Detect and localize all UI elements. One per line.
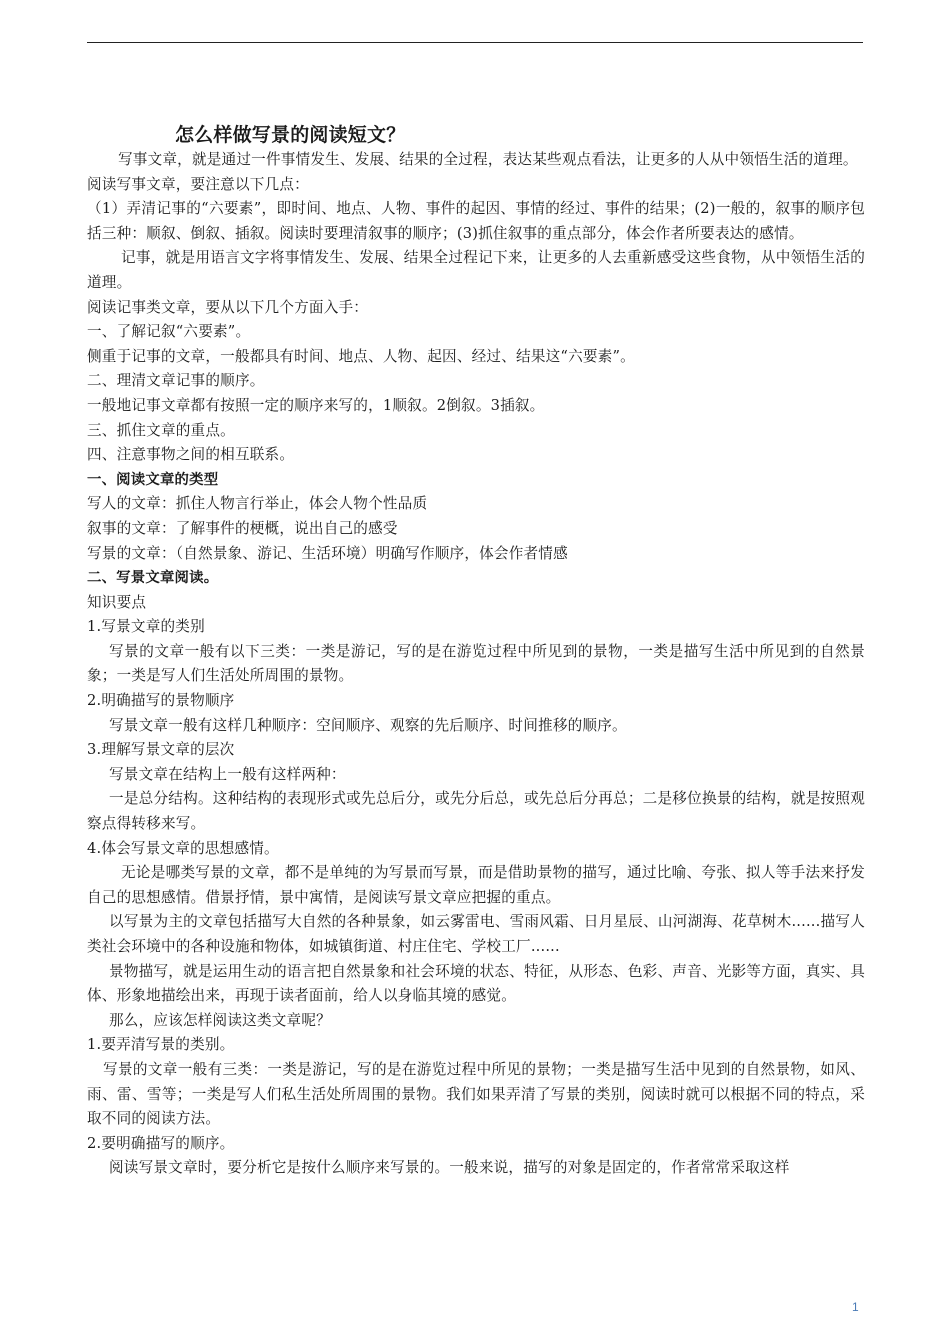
- numbered-heading: 2.明确描写的景物顺序: [87, 692, 235, 710]
- paragraph: 写景的文章一般有三类：一类是游记，写的是在游览过程中所见的景物；一类是描写生活中见到的自然景物，如风、雨、雷、雪等；一类是写人们私生活处所周围的景物。我们如果弄清了写景的类别，阅读时就可以根据不同的特点，采取不同的阅读方法。: [87, 1060, 865, 1128]
- paragraph: 阅读写事文章，要注意以下几点：: [87, 175, 309, 193]
- document-title: 怎么样做写景的阅读短文？: [175, 124, 406, 146]
- numbered-heading: 2.要明确描写的顺序。: [87, 1134, 235, 1152]
- paragraph: 一般地记事文章都有按照一定的顺序来写的，1顺叙。2倒叙。3插叙。: [87, 396, 545, 414]
- header-rule: [87, 42, 863, 43]
- paragraph: 一是总分结构。这种结构的表现形式或先总后分，或先分后总，或先总后分再总；二是移位换景的结构，就是按照观察点得转移来写。: [87, 790, 865, 833]
- paragraph: 写人的文章：抓住人物言行举止，体会人物个性品质: [87, 495, 428, 513]
- numbered-heading: 1.要弄清写景的类别。: [87, 1036, 235, 1054]
- section-heading: 一、阅读文章的类型: [87, 471, 219, 488]
- list-heading: 一、了解记叙“六要素”。: [87, 323, 251, 341]
- list-heading: 二、理清文章记事的顺序。: [87, 372, 265, 390]
- numbered-heading: 3.理解写景文章的层次: [87, 741, 235, 759]
- paragraph: 记事，就是用语言文字将事情发生、发展、结果全过程记下来，让更多的人去重新感受这些食物，从中领悟生活的道理。: [87, 249, 865, 291]
- document-body: [87, 122, 865, 1181]
- paragraph: 写景文章在结构上一般有这样两种：: [109, 765, 346, 783]
- paragraph: 景物描写，就是运用生动的语言把自然景象和社会环境的状态、特征，从形态、色彩、声音、光影等方面，真实、具体、形象地描绘出来，再现于读者面前，给人以身临其境的感觉。: [87, 962, 865, 1005]
- paragraph: 以写景为主的文章包括描写大自然的各种景象，如云雾雷电、雪雨风霜、日月星辰、山河湖海、花草树木......描写人类社会环境中的各种设施和物体，如城镇街道、村庄住宅、学校工厂......: [87, 913, 865, 955]
- list-heading: 四、注意事物之间的相互联系。: [87, 446, 295, 464]
- page-number: 1: [852, 1300, 859, 1314]
- numbered-heading: 4.体会写景文章的思想感情。: [87, 839, 279, 857]
- paragraph: 那么，应该怎样阅读这类文章呢？: [109, 1011, 331, 1029]
- paragraph: 写景的文章：（自然景象、游记、生活环境）明确写作顺序，体会作者情感: [87, 544, 568, 562]
- paragraph: 写事文章，就是通过一件事情发生、发展、结果的全过程，表达某些观点看法，让更多的人从中领悟生活的道理。: [118, 151, 858, 168]
- paragraph: 侧重于记事的文章，一般都具有时间、地点、人物、起因、经过、结果这“六要素”。: [87, 347, 635, 365]
- paragraph: 叙事的文章：了解事件的梗概，说出自己的感受: [87, 519, 398, 537]
- paragraph: 阅读写景文章时，要分析它是按什么顺序来写景的。一般来说，描写的对象是固定的，作者常常采取这样: [109, 1159, 790, 1177]
- paragraph: 阅读记事类文章，要从以下几个方面入手：: [87, 298, 369, 316]
- paragraph: 写景文章一般有这样几种顺序：空间顺序、观察的先后顺序、时间推移的顺序。: [109, 716, 627, 734]
- paragraph: （1）弄清记事的“六要素”，即时间、地点、人物、事件的起因、事情的经过、事件的结果；(2)一般的，叙事的顺序包括三种：顺叙、倒叙、插叙。阅读时要理清叙事的顺序；(3)抓住叙事的重点部分，体会作者所要表达的感情。: [87, 200, 865, 242]
- paragraph: 无论是哪类写景的文章，都不是单纯的为写景而写景，而是借助景物的描写，通过比喻、夸张、拟人等手法来抒发自己的思想感情。借景抒情，景中寓情，是阅读写景文章应把握的重点。: [87, 864, 865, 906]
- section-heading: 二、写景文章阅读。: [87, 570, 219, 587]
- subheading: 知识要点: [87, 593, 147, 611]
- paragraph: 写景的文章一般有以下三类：一类是游记，写的是在游览过程中所见到的景物，一类是描写生活中所见到的自然景象；一类是写人们生活处所周围的景物。: [87, 642, 865, 685]
- numbered-heading: 1.写景文章的类别: [87, 618, 205, 636]
- list-heading: 三、抓住文章的重点。: [87, 421, 235, 439]
